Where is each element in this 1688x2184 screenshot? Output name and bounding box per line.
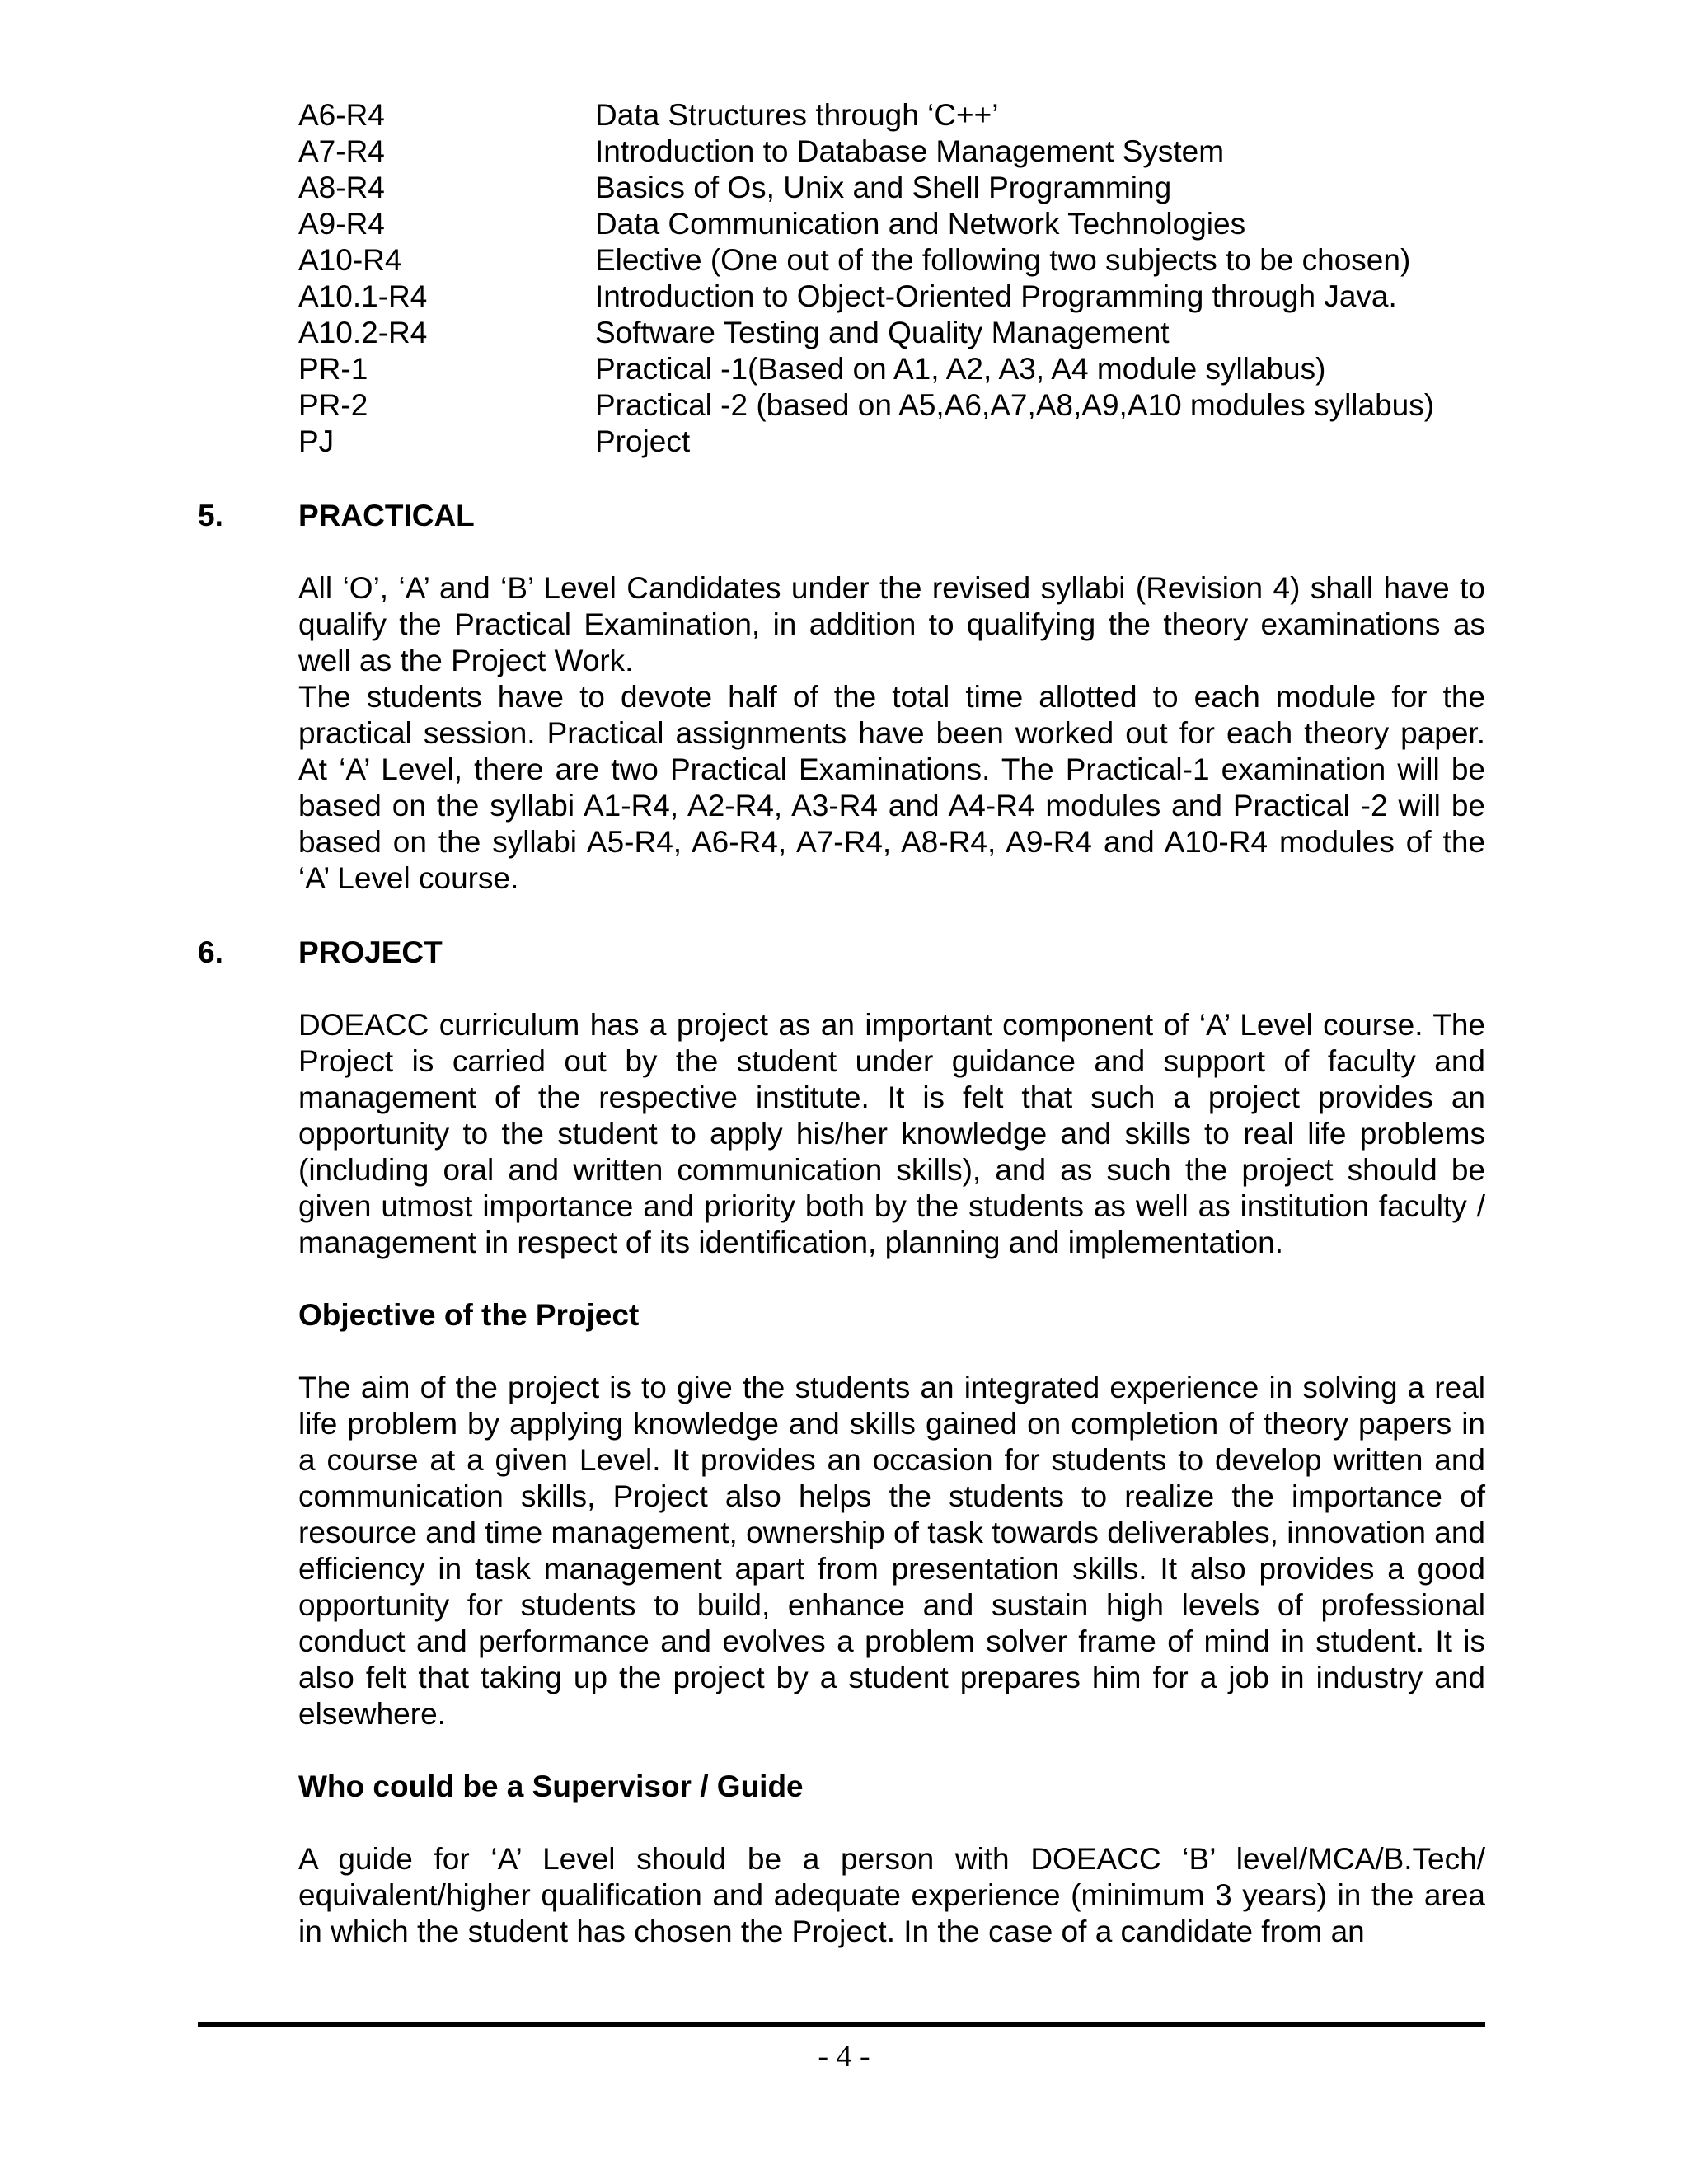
module-code: PR-2 xyxy=(298,388,368,422)
footer-divider xyxy=(198,2022,1485,2027)
section-number: 5. xyxy=(198,499,223,532)
objective-paragraph: The aim of the project is to give the students an integrated experience in solving a real life problem by applying knowledge and skills gained on completion of theory papers in a course at a given Level. It provides an occasion for students to develop written and communication skills, Project also helps the students to realize the importance of resource and time management, ownership of task towards deliverables, innovation and efficiency in task management apart from presentation skills. It also provides a good opportunity for students to build, enhance and sustain high levels of professional conduct and performance and evolves a problem solver frame of mind in student. It is also felt that taking up the project by a student prepares him for a job in industry and elsewhere. xyxy=(298,1371,1485,1731)
project-intro-paragraph: DOEACC curriculum has a project as an important component of ‘A’ Level course. The Project is carried out by the student under guidance and support of faculty and management of the respective institute. It is felt that such a project provides an opportunity to the student to apply his/her knowledge and skills to real life problems (including oral and written communication skills), and as such the project should be given utmost importance and priority both by the students as well as institution faculty / management in respect of its identification, planning and implementation. xyxy=(298,1008,1485,1259)
module-row xyxy=(298,424,1485,460)
module-title: Project xyxy=(595,424,691,458)
page-content xyxy=(198,97,1485,1950)
module-row xyxy=(298,97,1485,134)
module-code: PJ xyxy=(298,424,335,458)
supervisor-heading: Who could be a Supervisor / Guide xyxy=(298,1769,804,1803)
module-row xyxy=(298,206,1485,242)
module-row xyxy=(298,387,1485,424)
module-row xyxy=(298,279,1485,315)
section-number: 6. xyxy=(198,935,223,969)
practical-paragraph-1: All ‘O’, ‘A’ and ‘B’ Level Candidates under the revised syllabi (Revision 4) shall have to qualify the Practical Examination, in addition to qualifying the theory examinations as well as the Project Work. xyxy=(298,571,1485,677)
module-code: A10-R4 xyxy=(298,243,402,277)
module-title: Basics of Os, Unix and Shell Programming xyxy=(595,171,1172,204)
module-title: Introduction to Database Management System xyxy=(595,134,1225,168)
module-title: Data Structures through ‘C++’ xyxy=(595,98,999,132)
module-code: A8-R4 xyxy=(298,171,385,204)
objective-heading: Objective of the Project xyxy=(298,1298,640,1332)
module-row xyxy=(298,134,1485,170)
practical-paragraph-2: The students have to devote half of the total time allotted to each module for the practical session. Practical assignments have been worked out for each theory paper. At ‘A’ Level, there are two Practical Examinations. The Practical-1 examination will be based on the syllabi A1-R4, A2-R4, A3-R4 and A4-R4 modules and Practical -2 will be based on the syllabi A5-R4, A6-R4, A7-R4, A8-R4, A9-R4 and A10-R4 modules of the ‘A’ Level course. xyxy=(298,680,1485,895)
module-list xyxy=(298,97,1485,460)
module-title: Data Communication and Network Technologies xyxy=(595,207,1246,241)
section-heading-practical xyxy=(198,498,1485,534)
module-title: Practical -2 (based on A5,A6,A7,A8,A9,A10 modules syllabus) xyxy=(595,388,1435,422)
module-code: A7-R4 xyxy=(298,134,385,168)
module-title: Introduction to Object-Oriented Programming through Java. xyxy=(595,279,1397,313)
module-title: Elective (One out of the following two subjects to be chosen) xyxy=(595,243,1411,277)
module-row xyxy=(298,170,1485,206)
module-code: A6-R4 xyxy=(298,98,385,132)
module-code: PR-1 xyxy=(298,352,368,386)
module-row xyxy=(298,242,1485,279)
supervisor-paragraph: A guide for ‘A’ Level should be a person with DOEACC ‘B’ level/MCA/B.Tech/ equivalent/higher qualification and adequate experience (minimum 3 years) in the area in which the student has chosen the Project. In the case of a candidate from an xyxy=(298,1842,1485,1948)
module-row xyxy=(298,351,1485,387)
page-number: - 4 - xyxy=(818,2039,870,2074)
module-title: Software Testing and Quality Management xyxy=(595,316,1170,349)
module-row xyxy=(298,315,1485,351)
module-code: A9-R4 xyxy=(298,207,385,241)
module-code: A10.1-R4 xyxy=(298,279,428,313)
section-title: PRACTICAL xyxy=(298,499,475,532)
module-code: A10.2-R4 xyxy=(298,316,428,349)
module-title: Practical -1(Based on A1, A2, A3, A4 module syllabus) xyxy=(595,352,1326,386)
section-heading-project xyxy=(198,935,1485,971)
section-title: PROJECT xyxy=(298,935,443,969)
